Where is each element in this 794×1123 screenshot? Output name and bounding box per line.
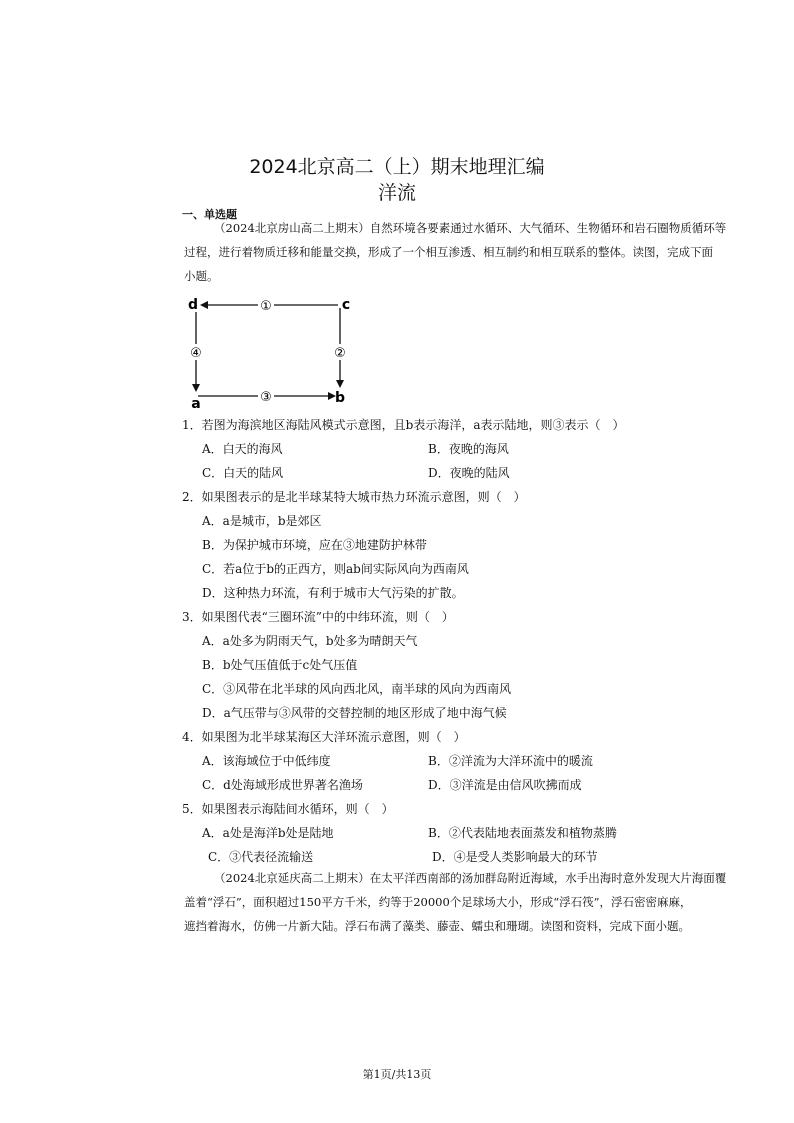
q4-option-c: C．d处海域形成世界著名渔场	[202, 778, 363, 792]
q3-option-d: D．a气压带与③风带的交替控制的地区形成了地中海气候	[202, 706, 507, 720]
label-1: ①	[260, 299, 272, 314]
passage1-line1: （2024北京房山高二上期末）自然环境各要素通过水循环、大气循环、生物循环和岩石圈物质循环等	[214, 221, 727, 235]
q2-option-a: A．a是城市，b是郊区	[202, 514, 322, 528]
question-2-stem: 2．如果图表示的是北半球某特大城市热力环流示意图，则（ ）	[182, 490, 526, 504]
question-3-stem: 3．如果图代表“三圈环流”中的中纬环流，则（ ）	[182, 610, 454, 624]
corner-d: d	[187, 297, 199, 313]
corner-a: a	[191, 396, 201, 412]
label-3: ③	[260, 390, 272, 405]
q2-option-d: D．这种热力环流，有利于城市大气污染的扩散。	[202, 586, 464, 600]
label-2: ②	[334, 346, 346, 361]
question-1-stem: 1．若图为海滨地区海陆风模式示意图，且b表示海洋，a表示陆地，则③表示（ ）	[182, 418, 625, 432]
q1-option-b: B．夜晚的海风	[428, 442, 509, 456]
passage1-line3: 小题。	[184, 269, 219, 283]
passage2-line1: （2024北京延庆高二上期末）在太平洋西南部的汤加群岛附近海域，水手出海时意外发现大片海面覆	[214, 871, 727, 885]
q3-option-c: C．③风带在北半球的风向西北风，南半球的风向为西南风	[202, 682, 512, 696]
q4-option-d: D．③洋流是由信风吹拂而成	[428, 778, 582, 792]
question-4-stem: 4．如果图为北半球某海区大洋环流示意图，则（ ）	[182, 730, 466, 744]
document-title: 2024北京高二（上）期末地理汇编	[249, 156, 545, 178]
q5-option-a: A．a处是海洋b处是陆地	[202, 826, 334, 840]
q1-option-c: C．白天的陆风	[202, 466, 284, 480]
circulation-diagram	[180, 292, 360, 412]
q5-option-b: B．②代表陆地表面蒸发和植物蒸腾	[428, 826, 617, 840]
q3-option-a: A．a处多为阴雨天气，b处多为晴朗天气	[202, 634, 418, 648]
corner-b: b	[334, 390, 346, 406]
q5-option-c: C．③代表径流输送	[208, 850, 314, 864]
q4-option-b: B．②洋流为大洋环流中的暖流	[428, 754, 593, 768]
q4-option-a: A．该海域位于中低纬度	[202, 754, 331, 768]
question-5-stem: 5．如果图表示海陆间水循环，则（ ）	[182, 802, 394, 816]
passage2-line2: 盖着“浮石”，面积超过150平方千米，约等于20000个足球场大小，形成“浮石筏”，浮石密密麻麻，	[184, 895, 692, 909]
q2-option-c: C．若a位于b的正西方，则ab间实际风向为西南风	[202, 562, 469, 576]
q1-option-d: D．夜晚的陆风	[428, 466, 510, 480]
q3-option-b: B．b处气压值低于c处气压值	[202, 658, 358, 672]
q5-option-d: D．④是受人类影响最大的环节	[432, 850, 598, 864]
label-4: ④	[190, 346, 202, 361]
passage1-line2: 过程，进行着物质迁移和能量交换，形成了一个相互渗透、相互制约和相互联系的整体。读图，完成下面	[184, 245, 713, 259]
passage2-line3: 遮挡着海水，仿佛一片新大陆。浮石布满了藻类、藤壶、蠕虫和珊瑚。读图和资料，完成下面小题。	[184, 919, 690, 933]
document-subtitle: 洋流	[377, 182, 416, 204]
corner-c: c	[341, 297, 351, 313]
q2-option-b: B．为保护城市环境，应在③地建防护林带	[202, 538, 427, 552]
q1-option-a: A．白天的海风	[202, 442, 283, 456]
section-heading: 一、单选题	[182, 208, 237, 221]
page-number: 第1页/共13页	[362, 1068, 432, 1081]
